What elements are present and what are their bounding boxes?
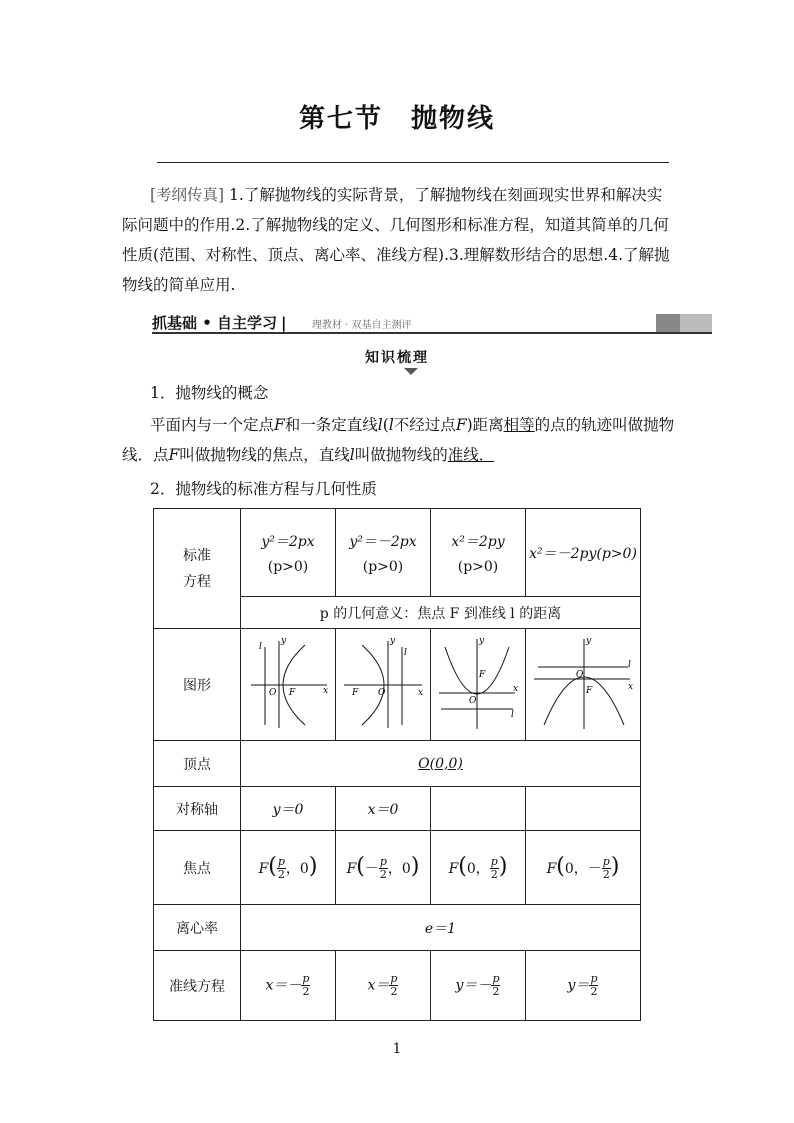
- svg-text:F: F: [289, 687, 296, 698]
- row-header-directrix: 准线方程: [154, 951, 241, 1021]
- eq-cell-3: x²＝2py (p>0): [431, 509, 526, 597]
- svg-text:F: F: [479, 669, 486, 680]
- directrix-cell-1: x＝－ $\frac{p}{2}$: [241, 951, 336, 1021]
- parabola-definition: 平面内与一个定点F和一条定直线l(l不经过点F)距离相等的点的轨迹叫做抛物线．点F叫做抛物线的焦点，直线l叫做抛物线的准线．: [122, 416, 675, 464]
- svg-text:y: y: [479, 635, 485, 646]
- graph-cell-3: [431, 629, 526, 741]
- table-row: [154, 787, 641, 831]
- parabola-down-graph: [528, 633, 638, 733]
- svg-text:l: l: [404, 647, 407, 658]
- focus-cell-3: F(0， $\frac{p}{2}$ ): [431, 831, 526, 905]
- axis-cell-3: [431, 787, 526, 831]
- axis-cell-1: y＝0: [241, 787, 336, 831]
- parabola-up-graph: [433, 633, 523, 733]
- svg-text:O: O: [378, 687, 386, 698]
- directrix-cell-3: y＝－ $\frac{p}{2}$: [431, 951, 526, 1021]
- svg-text:O: O: [269, 687, 277, 698]
- page-number: 1: [392, 1041, 402, 1057]
- banner-block-light: [680, 314, 712, 332]
- svg-text:F: F: [352, 687, 359, 698]
- svg-text:O: O: [576, 669, 584, 680]
- svg-text:l: l: [259, 641, 262, 652]
- svg-text:l: l: [628, 659, 631, 670]
- banner-block-dark: [656, 314, 680, 332]
- down-triangle-icon: [404, 368, 418, 375]
- eq-cell-1: y²＝2px (p>0): [241, 509, 336, 597]
- table-row: [154, 509, 641, 597]
- title-divider: [157, 162, 669, 163]
- syllabus-label: [考纲传真]: [150, 186, 225, 204]
- axis-cell-2: x＝0: [336, 787, 431, 831]
- svg-text:y: y: [390, 635, 396, 646]
- section2-heading: 2．抛物线的标准方程与几何性质: [150, 480, 377, 498]
- vertex-cell: O(0,0): [241, 741, 641, 787]
- axis-cell-4: [526, 787, 641, 831]
- svg-text:y: y: [281, 635, 287, 646]
- parabola-left-graph: [338, 633, 428, 733]
- graph-cell-1: [241, 629, 336, 741]
- eq-cell-4: x²＝－2py(p>0): [526, 509, 641, 597]
- section1-heading: 1．抛物线的概念: [150, 384, 269, 402]
- knowledge-heading: 知识梳理: [365, 350, 429, 366]
- svg-text:x: x: [323, 685, 329, 696]
- eccentricity-cell: e＝1: [241, 905, 641, 951]
- table-row: [154, 951, 641, 1021]
- syllabus-paragraph: [122, 180, 677, 300]
- eq-cell-2: y²＝－2px (p>0): [336, 509, 431, 597]
- p-meaning-cell: p 的几何意义：焦点 F 到准线 l 的距离: [241, 597, 641, 629]
- equal-underlined: 相等: [503, 416, 535, 434]
- table-row: [154, 905, 641, 951]
- banner-title: 抓基础 • 自主学习 |: [152, 314, 287, 332]
- banner-underline: [152, 332, 712, 334]
- row-header-vertex: 顶点: [154, 741, 241, 787]
- svg-text:x: x: [628, 681, 634, 692]
- focus-cell-1: F( $\frac{p}{2}$ ，0): [241, 831, 336, 905]
- properties-table: [153, 508, 641, 1021]
- page-title: 第七节 抛物线: [298, 104, 495, 134]
- table-row: [154, 741, 641, 787]
- row-header-axis: 对称轴: [154, 787, 241, 831]
- row-header-focus: 焦点: [154, 831, 241, 905]
- row-header-standard: 标准方程: [154, 509, 241, 629]
- directrix-cell-4: y＝ $\frac{p}{2}$: [526, 951, 641, 1021]
- directrix-cell-2: x＝ $\frac{p}{2}$: [336, 951, 431, 1021]
- focus-cell-2: F(－ $\frac{p}{2}$ ，0): [336, 831, 431, 905]
- directrix-underlined: 准线．: [447, 446, 495, 464]
- svg-text:x: x: [513, 683, 519, 694]
- section-banner: [152, 312, 712, 334]
- syllabus-text: 1.了解抛物线的实际背景，了解抛物线在刻画现实世界和解决实际问题中的作用.2.了解抛物线的定义、几何图形和标准方程，知道其简单的几何性质(范围、对称性、顶点、离心率、准线方程).3.理解数形结合的思想.4.了解抛物线的简单应用.: [122, 186, 670, 294]
- focus-cell-4: F(0，－ $\frac{p}{2}$ ): [526, 831, 641, 905]
- row-header-eccentricity: 离心率: [154, 905, 241, 951]
- table-row: [154, 831, 641, 905]
- parabola-right-graph: [243, 633, 333, 733]
- row-header-graph: 图形: [154, 629, 241, 741]
- svg-text:x: x: [418, 687, 424, 698]
- graph-cell-4: [526, 629, 641, 741]
- svg-text:y: y: [586, 635, 592, 646]
- table-row: [154, 629, 641, 741]
- banner-subtitle: 理教材 · 双基自主测评: [312, 320, 412, 331]
- svg-text:O: O: [469, 695, 477, 706]
- svg-text:F: F: [586, 685, 593, 696]
- svg-text:l: l: [511, 709, 514, 720]
- graph-cell-2: [336, 629, 431, 741]
